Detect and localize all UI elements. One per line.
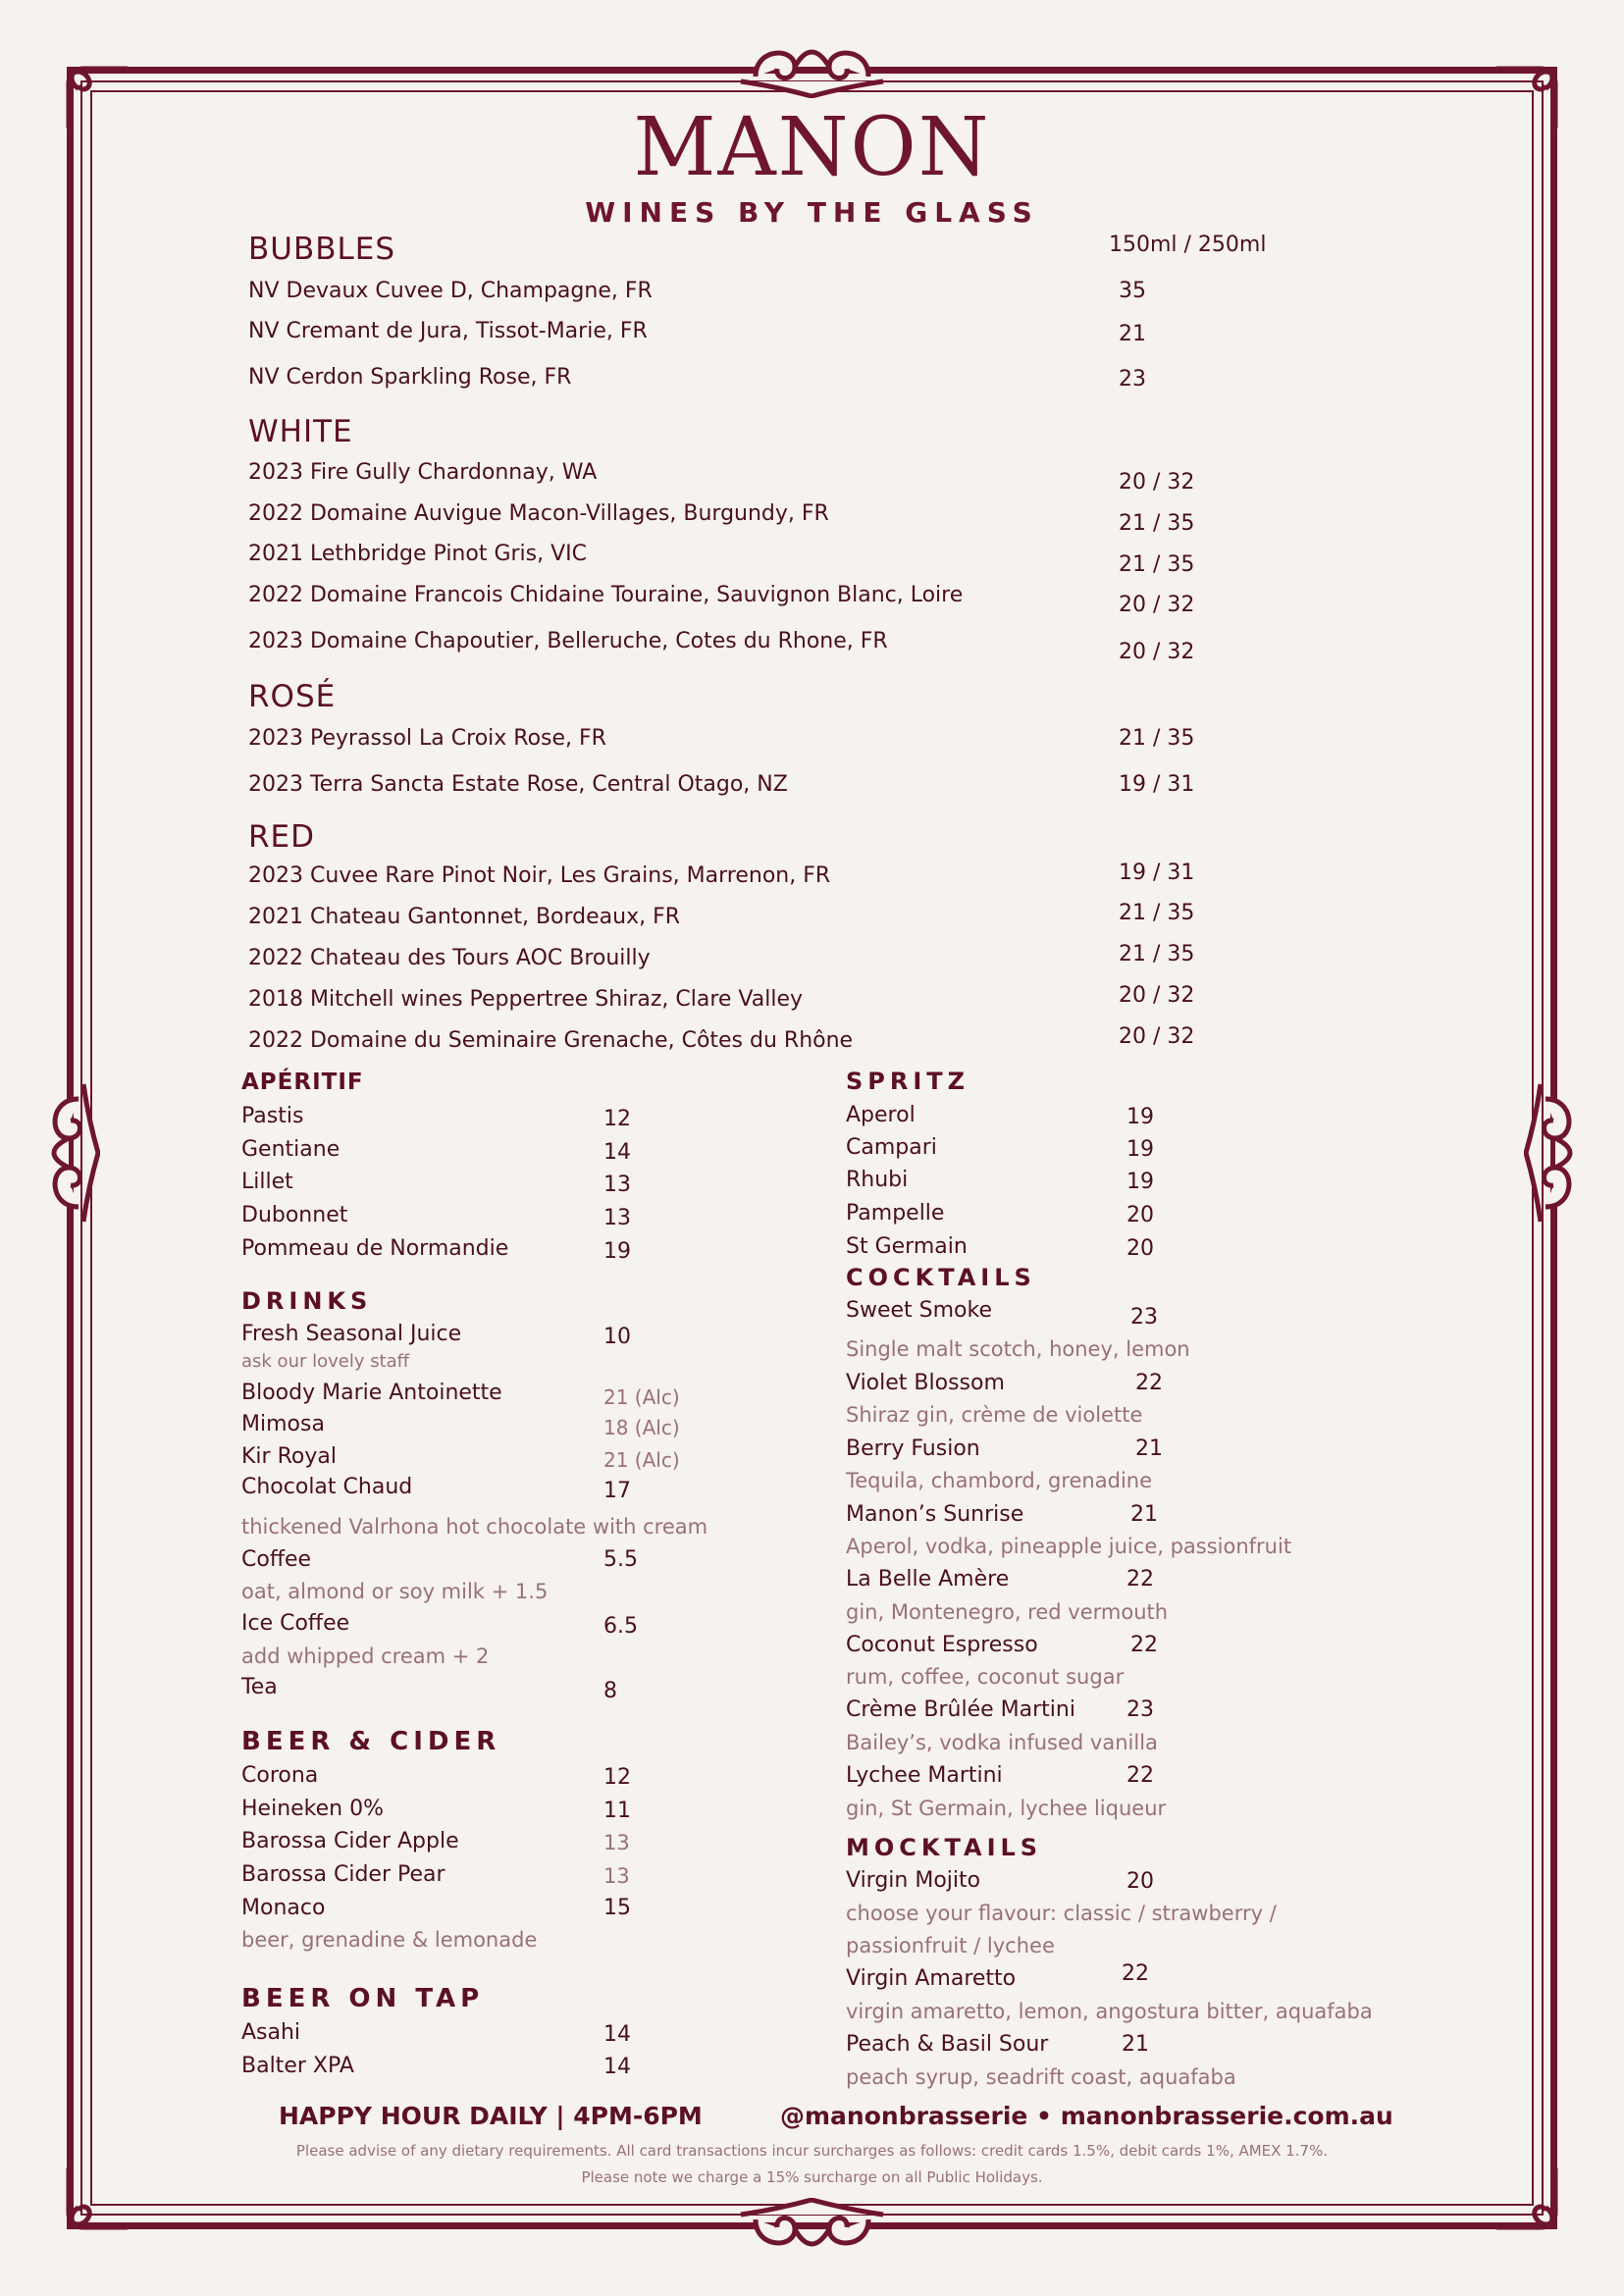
wine-price: 19 / 31: [1119, 772, 1195, 797]
menu-note: Aperol, vodka, pineapple juice, passionfruit: [846, 1535, 1292, 1558]
wine-item: 2021 Chateau Gantonnet, Bordeaux, FR: [248, 905, 681, 929]
wine-price: 21 / 35: [1119, 942, 1195, 966]
ornament-top-icon: [736, 37, 888, 98]
menu-item: Virgin Mojito: [846, 1868, 981, 1893]
size-header: 150ml / 250ml: [1109, 233, 1267, 257]
menu-item: St Germain: [846, 1234, 968, 1259]
menu-item: Manon’s Sunrise: [846, 1502, 1024, 1527]
menu-item: Lillet: [241, 1170, 293, 1194]
logo: MANON: [633, 101, 991, 194]
menu-note: Tequila, chambord, grenadine: [846, 1469, 1153, 1492]
menu-price: 5.5: [603, 1547, 638, 1572]
menu-price: 21 (Alc): [603, 1448, 680, 1472]
menu-price: 15: [603, 1896, 631, 1920]
menu-item: Pampelle: [846, 1201, 945, 1226]
menu-note: choose your flavour: classic / strawberry /: [846, 1902, 1277, 1925]
menu-price: 19: [1126, 1137, 1154, 1162]
menu-price: 21: [1130, 1502, 1158, 1527]
wine-price: 21 / 35: [1119, 552, 1195, 577]
wine-price: 21 / 35: [1119, 901, 1195, 925]
menu-note: thickened Valrhona hot chocolate with cream: [241, 1515, 708, 1539]
menu-note: passionfruit / lychee: [846, 1934, 1055, 1957]
wine-item: 2021 Lethbridge Pinot Gris, VIC: [248, 542, 588, 566]
menu-item: Bloody Marie Antoinette: [241, 1381, 502, 1405]
section-title-bubbles: BUBBLES: [248, 232, 396, 267]
wine-item: 2022 Domaine Francois Chidaine Touraine, Sauvignon Blanc, Loire: [248, 583, 964, 607]
menu-price: 17: [603, 1479, 631, 1503]
wine-price: 20 / 32: [1119, 983, 1195, 1008]
wine-price: 20 / 32: [1119, 470, 1195, 495]
wine-price: 21 / 35: [1119, 511, 1195, 536]
menu-price: 13: [603, 1173, 631, 1197]
menu-item: Pastis: [241, 1104, 304, 1128]
section-title-spritz: SPRITZ: [846, 1068, 970, 1095]
wine-price: 20 / 32: [1119, 640, 1195, 664]
menu-item: Corona: [241, 1763, 319, 1788]
wine-price: 20 / 32: [1119, 1024, 1195, 1049]
menu-price: 14: [603, 2022, 631, 2047]
footer-note-surcharges: Please advise of any dietary requirements. All card transactions incur surcharges as follows: credit cards 1.5%, debit cards 1%, AMEX 1.7%.: [295, 2142, 1329, 2160]
menu-price: 6.5: [603, 1614, 638, 1639]
menu-price: 11: [603, 1799, 631, 1823]
menu-note: Bailey’s, vodka infused vanilla: [846, 1731, 1158, 1754]
menu-price: 23: [1130, 1305, 1158, 1330]
wine-item: 2022 Chateau des Tours AOC Brouilly: [248, 946, 651, 970]
menu-item: Heineken 0%: [241, 1797, 384, 1821]
wine-price: 35: [1119, 279, 1146, 303]
menu-note: virgin amaretto, lemon, angostura bitter, aquafaba: [846, 2000, 1373, 2023]
wine-price: 19 / 31: [1119, 861, 1195, 885]
menu-note: Single malt scotch, honey, lemon: [846, 1337, 1190, 1361]
menu-price: 12: [603, 1107, 631, 1131]
menu-price: 14: [603, 2055, 631, 2079]
social-links[interactable]: @manonbrasserie • manonbrasserie.com.au: [780, 2102, 1393, 2130]
wine-item: 2023 Cuvee Rare Pinot Noir, Les Grains, Marrenon, FR: [248, 863, 831, 888]
menu-price: 19: [1126, 1170, 1154, 1194]
wine-price: 20 / 32: [1119, 593, 1195, 617]
wine-item: 2023 Terra Sancta Estate Rose, Central Otago, NZ: [248, 772, 788, 797]
menu-price: 19: [603, 1239, 631, 1264]
menu-price: 21 (Alc): [603, 1385, 680, 1409]
page-subtitle: WINES BY THE GLASS: [585, 196, 1039, 229]
wine-item: NV Cerdon Sparkling Rose, FR: [248, 365, 572, 390]
section-title-drinks: DRINKS: [241, 1287, 373, 1315]
menu-item: Sweet Smoke: [846, 1298, 992, 1323]
menu-note: add whipped cream + 2: [241, 1644, 490, 1668]
menu-price: 14: [603, 1140, 631, 1165]
wine-item: 2018 Mitchell wines Peppertree Shiraz, Clare Valley: [248, 987, 804, 1012]
wine-item: 2023 Peyrassol La Croix Rose, FR: [248, 726, 606, 751]
menu-item: Monaco: [241, 1896, 326, 1920]
menu-price: 21: [1135, 1436, 1163, 1461]
wine-price: 21 / 35: [1119, 726, 1195, 751]
menu-price: 8: [603, 1679, 617, 1703]
section-title-beer-on-tap: BEER ON TAP: [241, 1984, 485, 2013]
menu-price: 22: [1126, 1567, 1154, 1592]
menu-price: 21: [1122, 2032, 1149, 2057]
wine-item: 2023 Domaine Chapoutier, Belleruche, Cotes du Rhone, FR: [248, 629, 888, 653]
menu-item: Fresh Seasonal Juice: [241, 1322, 462, 1346]
menu-price: 20: [1126, 1203, 1154, 1227]
wine-item: 2023 Fire Gully Chardonnay, WA: [248, 460, 598, 485]
menu-price: 13: [603, 1206, 631, 1230]
menu-price: 22: [1135, 1371, 1163, 1395]
menu-item: Barossa Cider Pear: [241, 1862, 445, 1887]
menu-item: Aperol: [846, 1103, 916, 1127]
menu-note: beer, grenadine & lemonade: [241, 1928, 538, 1952]
menu-price: 22: [1130, 1633, 1158, 1657]
menu-price: 13: [603, 1831, 630, 1854]
menu-item: Balter XPA: [241, 2054, 354, 2078]
menu-price: 19: [1126, 1105, 1154, 1129]
menu-note: gin, Montenegro, red vermouth: [846, 1600, 1169, 1624]
menu-item: Gentiane: [241, 1137, 341, 1162]
ornament-right-icon: [1524, 1079, 1585, 1226]
wine-item: NV Devaux Cuvee D, Champagne, FR: [248, 279, 653, 303]
menu-item: Campari: [846, 1135, 937, 1160]
ornament-bottom-icon: [736, 2198, 888, 2259]
menu-price: 18 (Alc): [603, 1416, 680, 1439]
menu-item: Berry Fusion: [846, 1436, 980, 1461]
menu-item: Crème Brûlée Martini: [846, 1697, 1075, 1722]
menu-price: 20: [1126, 1236, 1154, 1261]
section-title-cocktails: COCKTAILS: [846, 1264, 1036, 1291]
menu-item: Virgin Amaretto: [846, 1966, 1017, 1991]
menu-note: oat, almond or soy milk + 1.5: [241, 1580, 549, 1603]
menu-price: 22: [1126, 1763, 1154, 1788]
menu-item: Kir Royal: [241, 1444, 337, 1469]
menu-item: La Belle Amère: [846, 1567, 1010, 1592]
footer-note-holidays: Please note we charge a 15% surcharge on all Public Holidays.: [581, 2168, 1043, 2186]
menu-item: Lychee Martini: [846, 1763, 1003, 1788]
menu-price: 12: [603, 1765, 631, 1790]
menu-item: Coconut Espresso: [846, 1633, 1038, 1657]
menu-item: Ice Coffee: [241, 1611, 350, 1636]
menu-item: Violet Blossom: [846, 1371, 1005, 1395]
menu-item: Dubonnet: [241, 1203, 348, 1227]
menu-item: Coffee: [241, 1547, 312, 1572]
menu-price: 23: [1126, 1697, 1154, 1722]
section-title-red: RED: [248, 819, 315, 855]
menu-note: rum, coffee, coconut sugar: [846, 1665, 1125, 1689]
section-title-rose: ROSÉ: [248, 679, 337, 714]
menu-item: Barossa Cider Apple: [241, 1829, 459, 1853]
menu-price: 22: [1122, 1961, 1149, 1986]
wine-price: 21: [1119, 322, 1146, 346]
wine-price: 23: [1119, 367, 1146, 391]
ornament-left-icon: [39, 1079, 100, 1226]
happy-hour: HAPPY HOUR DAILY | 4PM-6PM: [279, 2102, 703, 2130]
menu-price: 10: [603, 1325, 631, 1349]
menu-note: peach syrup, seadrift coast, aquafaba: [846, 2065, 1236, 2089]
menu-item: Peach & Basil Sour: [846, 2032, 1049, 2057]
menu-item: Mimosa: [241, 1412, 325, 1436]
wine-item: NV Cremant de Jura, Tissot-Marie, FR: [248, 319, 648, 343]
menu-item: Tea: [241, 1675, 278, 1699]
wine-item: 2022 Domaine du Seminaire Grenache, Côtes du Rhône: [248, 1028, 854, 1053]
menu-item: Rhubi: [846, 1168, 909, 1192]
menu-note: Shiraz gin, crème de violette: [846, 1403, 1143, 1427]
menu-item: Asahi: [241, 2020, 301, 2045]
section-title-beer-cider: BEER & CIDER: [241, 1727, 501, 1756]
menu-price: 20: [1126, 1869, 1154, 1894]
wine-item: 2022 Domaine Auvigue Macon-Villages, Burgundy, FR: [248, 501, 829, 526]
menu-item: Chocolat Chaud: [241, 1475, 413, 1499]
section-title-mocktails: MOCKTAILS: [846, 1834, 1043, 1861]
menu-note: gin, St Germain, lychee liqueur: [846, 1797, 1167, 1820]
section-title-white: WHITE: [248, 414, 353, 449]
menu-item: Pommeau de Normandie: [241, 1236, 509, 1261]
section-title-aperitif: APÉRITIF: [241, 1070, 364, 1095]
menu-note: ask our lovely staff: [241, 1351, 410, 1372]
menu-price: 13: [603, 1864, 630, 1888]
